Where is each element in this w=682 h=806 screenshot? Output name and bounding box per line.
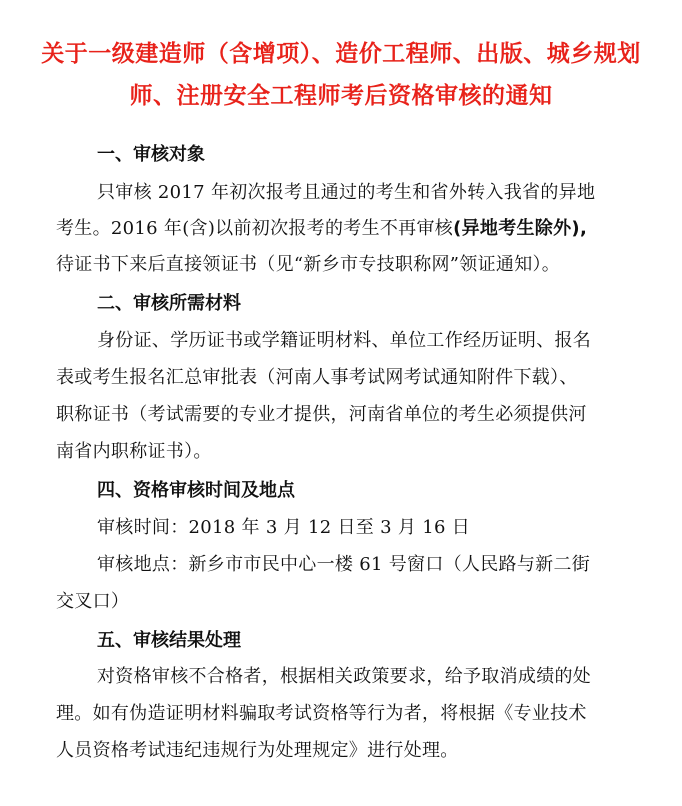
section-1-line-3: 待证书下来后直接领证书（见“新乡市专技职称网”领证通知）。 — [56, 254, 561, 275]
section-5-line-1: 对资格审核不合格者，根据相关政策要求，给予取消成绩的处 — [97, 666, 592, 687]
section-heading-time-and-place: 四、资格审核时间及地点 — [97, 480, 295, 501]
section-heading-result-handling: 五、审核结果处理 — [97, 630, 241, 651]
section-2-line-4: 南省内职称证书）。 — [56, 441, 212, 462]
notice-title-line-2: 师、注册安全工程师考后资格审核的通知 — [129, 83, 553, 109]
remote-candidates-exception: (异地考生除外) — [453, 218, 580, 239]
section-1-line-2 — [56, 214, 587, 240]
notice-title-line-1: 关于一级建造师（含增项）、造价工程师、出版、城乡规划 — [41, 41, 641, 67]
section-2-line-3: 职称证书（考试需要的专业才提供，河南省单位的考生必须提供河 — [56, 404, 587, 425]
review-location-continued: 交叉口） — [56, 591, 130, 612]
review-location: 审核地点：新乡市市民中心一楼 61 号窗口（人民路与新二街 — [97, 554, 591, 575]
section-1-line-1: 只审核 2017 年初次报考且通过的考生和省外转入我省的异地 — [97, 182, 596, 203]
section-2-line-1: 身份证、学历证书或学籍证明材料、单位工作经历证明、报名 — [97, 330, 592, 351]
section-heading-review-scope: 一、审核对象 — [97, 144, 205, 165]
section-1-line-2-text: 考生。2016 年(含)以前初次报考的考生不再审核 — [56, 218, 454, 239]
section-1-line-2-comma: , — [579, 218, 588, 239]
section-5-line-3: 人员资格考试违纪违规行为处理规定》进行处理。 — [56, 740, 459, 761]
section-5-line-2: 理。如有伪造证明材料骗取考试资格等行为者，将根据《专业技术 — [56, 703, 587, 724]
section-heading-required-materials: 二、审核所需材料 — [97, 293, 241, 314]
section-2-line-2: 表或考生报名汇总审批表（河南人事考试网考试通知附件下载）、 — [56, 367, 578, 388]
review-time: 审核时间：2018 年 3 月 12 日至 3 月 16 日 — [97, 517, 471, 538]
